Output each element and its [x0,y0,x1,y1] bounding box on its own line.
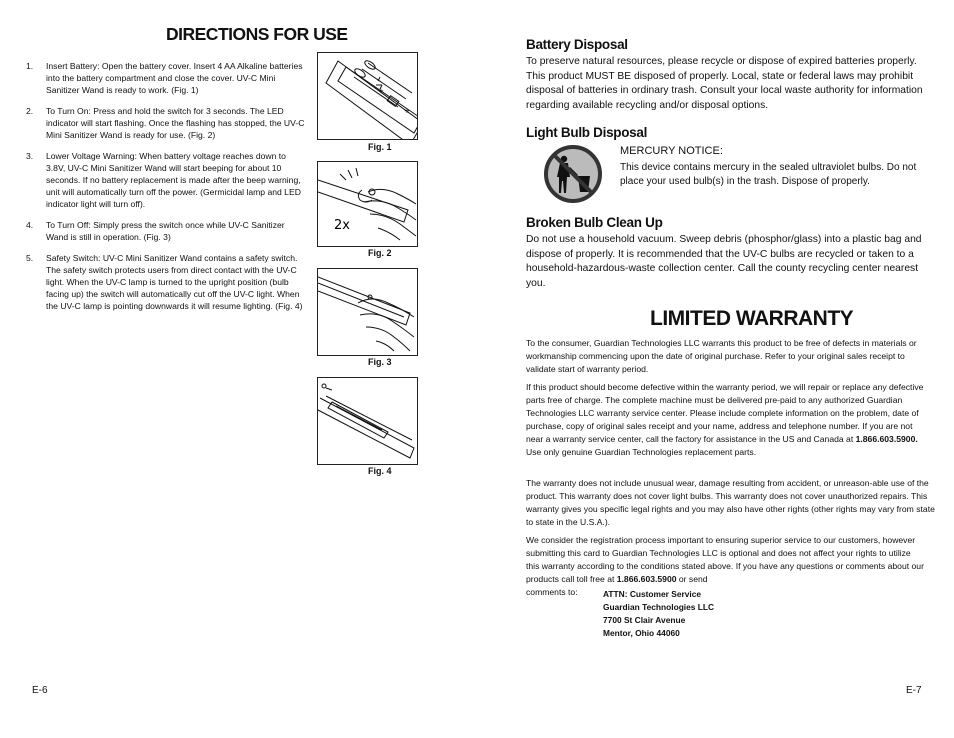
figure-3-caption: Fig. 3 [368,357,392,367]
step-number: 4. [26,220,34,230]
mercury-notice-title: MERCURY NOTICE: [620,145,723,157]
step-number: 3. [26,151,34,161]
step-2 [26,105,306,141]
step-text: To Turn Off: Simply press the switch once while UV-C Sanitizer Wand is still in operation. (Fig. 3) [46,220,285,242]
step-number: 1. [26,61,34,71]
comments-to-label: comments to: [526,587,578,597]
step-number: 5. [26,253,34,263]
light-bulb-disposal-heading: Light Bulb Disposal [526,125,648,140]
figure-4-caption: Fig. 4 [368,466,392,476]
figure-2-switch-illustration [317,161,418,247]
warranty-paragraph-3: The warranty does not include unusual wear, damage resulting from accident, or unreason-able use of the product. This warranty does not cover light bulbs. This warranty does not cover unauthorized repairs. This warranty gives you specific legal rights and you may also have other rights (other rights may vary from state to state in the U.S.A.). [526,478,935,527]
hand-holding-wand-icon [318,269,417,355]
battery-disposal-heading: Battery Disposal [526,37,628,52]
warranty-paragraph-1: To the consumer, Guardian Technologies LLC warrants this product to be free of defects in materials or workmanship commencing upon the date of original purchase. Refer to your original sales receipt to validate start of warranty period. [526,338,917,374]
step-1 [26,60,306,96]
broken-bulb-heading: Broken Bulb Clean Up [526,215,663,230]
svg-text:+: + [378,87,384,95]
directions-list [26,60,306,321]
figure-2-count-label: 2x [334,218,350,233]
phone-number-2: 1.866.603.5900 [616,573,677,584]
step-4 [26,219,306,243]
warranty-p2-end: Use only genuine Guardian Technologies replacement parts. [526,446,757,457]
step-text: Safety Switch: UV-C Mini Sanitizer Wand contains a safety switch. The safety switch protects users from direct contact with the UV-C light. When the UV-C lamp is turned to the upright position (bulb facing up) the switch will automatically cut off the UV-C light. When the UV-C lamp is pointing downwards it will resume lighting. (Fig. 4) [46,253,303,311]
address-line: ATTN: Customer Service [603,589,702,599]
hand-pressing-switch-icon [318,162,417,246]
step-number: 2. [26,106,34,116]
phone-number: 1.866.603.5900. [855,433,918,444]
mercury-notice-text: This device contains mercury in the sealed ultraviolet bulbs. Do not place your used bulb(s) in the trash. Dispose of properly. [620,162,917,187]
warranty-p2-text: If this product should become defective within the warranty period, we will repair or replace any defective parts free of charge. The complete machine must be delivered pre-paid to any authorized Guardian Technologies LLC warranty service center. Please include complete information on the problem, date of purchase, copy of original sales receipt and your name, address and telephone number. If you are not near a warranty service center, call the factory for assistance in the US and Canada at [526,382,924,444]
warranty-p4-end: or send [676,573,708,584]
directions-title: DIRECTIONS FOR USE [166,24,348,44]
no-trash-icon [542,143,604,205]
step-5 [26,252,306,312]
battery-disposal-text: To preserve natural resources, please recycle or dispose of expired batteries properly. This product MUST BE disposed of properly. Local, state or federal laws may prohibit disposal of batteries in ordinary trash. Consult your local waste authority for information regarding available recycling and/or disposal options. [526,56,923,111]
broken-bulb-text: Do not use a household vacuum. Sweep debris (phosphor/glass) into a plastic bag and dispose of properly. It is recommended that the UV-C bulbs are recycled or taken to a household-hazardous-waste collection center. Call the county recycling center nearest you. [526,234,922,289]
step-text: Insert Battery: Open the battery cover. Insert 4 AA Alkaline batteries into the battery compartment and close the cover. UV-C Mini Sanitizer Wand is ready to work. (Fig. 1) [46,61,303,95]
step-3 [26,150,306,210]
warranty-p4-text: We consider the registration process important to ensuring superior service to our customers, however submitting this card to Guardian Technologies LLC is optional and does not affect your rights to utilize this warranty according to the conditions stated above. If you have any questions or comments about our products call toll free at [526,535,924,584]
uv-lamp-wand-icon [318,378,417,464]
address-line: Guardian Technologies LLC [603,602,715,612]
warranty-paragraph-4 [526,534,926,586]
figure-2-caption: Fig. 2 [368,248,392,258]
figure-3-turn-off-illustration [317,268,418,356]
warranty-paragraph-2 [526,381,931,458]
step-text: Lower Voltage Warning: When battery voltage reaches down to 3.8V, UV-C Mini Sanitizer Wand will start beeping for about 10 seconds. If no battery replacement is made after the beep warning, unit will automatically turn off the power. (Germicidal lamp and LED indicator light will turn off). [46,151,301,209]
page-number-left: E-6 [32,685,48,696]
mailing-address [603,588,714,640]
figure-1-battery-illustration [317,52,418,140]
battery-compartment-icon [318,53,417,139]
figure-1-caption: Fig. 1 [368,142,392,152]
step-text: To Turn On: Press and hold the switch for 3 seconds. The LED indicator will start flashing. Once the flashing has stopped, the UV-C Mini Sanitizer Wand is ready for use. (Fig. 2) [46,106,305,140]
limited-warranty-title: LIMITED WARRANTY [650,307,854,330]
address-line: Mentor, Ohio 44060 [603,628,680,638]
page-number-right: E-7 [906,685,922,696]
address-line: 7700 St Clair Avenue [603,615,686,625]
svg-text:+: + [404,107,410,115]
figure-4-safety-switch-illustration [317,377,418,465]
